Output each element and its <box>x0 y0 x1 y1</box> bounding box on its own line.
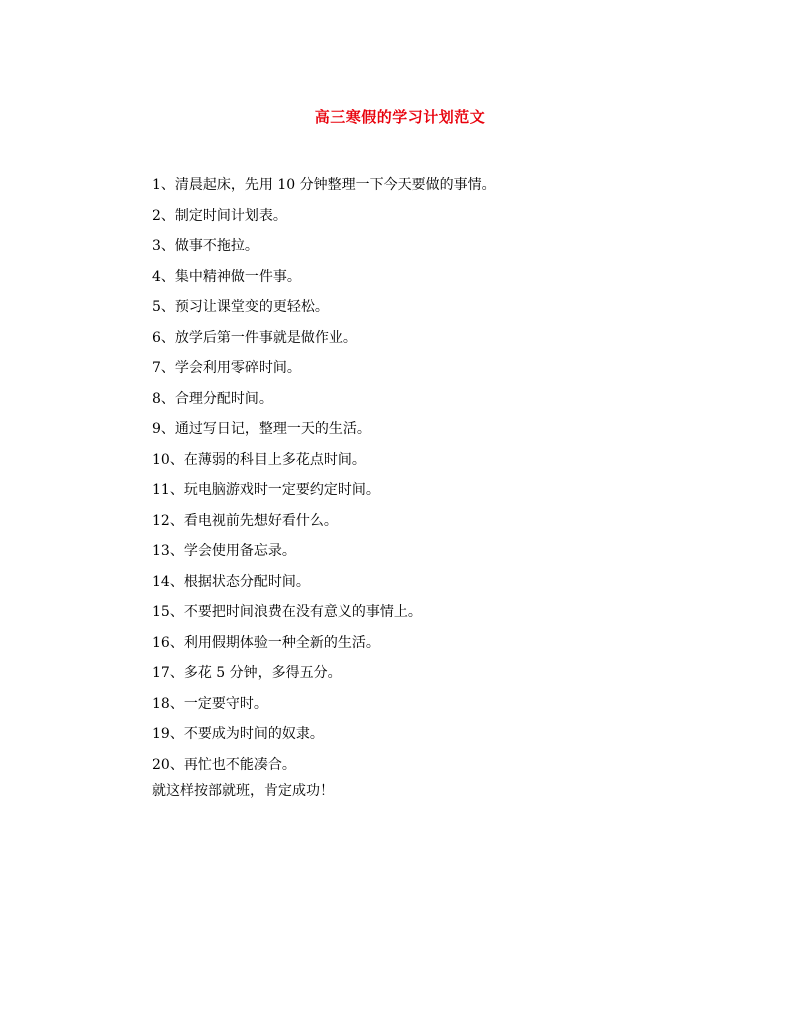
list-item: 7、学会利用零碎时间。 <box>152 360 301 376</box>
list-item: 18、一定要守时。 <box>152 695 268 712</box>
list-item: 10、在薄弱的科目上多花点时间。 <box>152 451 366 468</box>
plan-list <box>152 170 672 780</box>
list-item: 5、预习让课堂变的更轻松。 <box>152 299 329 315</box>
list-item: 2、制定时间计划表。 <box>152 207 287 224</box>
list-item: 4、集中精神做一件事。 <box>152 268 301 285</box>
list-item: 3、做事不拖拉。 <box>152 238 259 254</box>
list-item: 9、通过写日记，整理一天的生活。 <box>152 421 371 437</box>
page-title: 高三寒假的学习计划范文 <box>314 108 486 126</box>
list-item: 12、看电视前先想好看什么。 <box>152 512 338 529</box>
list-item: 15、不要把时间浪费在没有意义的事情上。 <box>152 604 422 620</box>
list-item: 20、再忙也不能凑合。 <box>152 756 296 773</box>
list-item: 8、合理分配时间。 <box>152 390 273 407</box>
list-item: 1、清晨起床，先用 10 分钟整理一下今天要做的事情。 <box>152 177 496 193</box>
list-item: 13、学会使用备忘录。 <box>152 543 296 559</box>
list-item: 11、玩电脑游戏时一定要约定时间。 <box>152 482 380 498</box>
list-item: 17、多花 5 分钟，多得五分。 <box>152 665 342 681</box>
list-item: 6、放学后第一件事就是做作业。 <box>152 329 357 346</box>
list-item: 16、利用假期体验一种全新的生活。 <box>152 634 380 651</box>
list-item: 19、不要成为时间的奴隶。 <box>152 726 324 742</box>
list-item: 14、根据状态分配时间。 <box>152 573 310 590</box>
closing-line: 就这样按部就班，肯定成功！ <box>152 783 334 799</box>
